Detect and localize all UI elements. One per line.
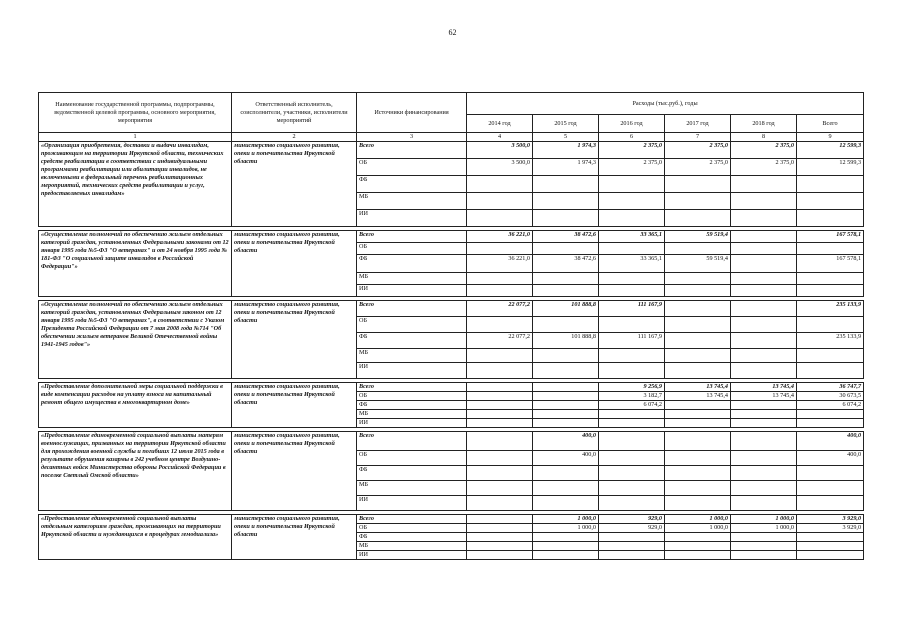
header-year: 2016 год	[599, 115, 665, 133]
year-value	[533, 392, 599, 401]
year-value	[731, 432, 797, 451]
year-value	[533, 210, 599, 227]
year-value	[533, 481, 599, 496]
year-value: 59 519,4	[665, 231, 731, 243]
year-value	[533, 410, 599, 419]
funding-source: ОБ	[357, 451, 467, 466]
year-value	[467, 524, 533, 533]
total-value	[797, 481, 864, 496]
year-value	[467, 193, 533, 210]
year-value	[533, 193, 599, 210]
measure-name: «Осуществление полномочий по обеспечению жильем отдельных категорий граждан, установленных Федеральными законами от 12 января 1995 года №5-ФЗ "О ветеранах" и от 24 ноября 1995 года № 181-ФЗ "О социальной защите инвалидов в Российской Федерации"»	[39, 231, 232, 297]
year-value	[731, 273, 797, 285]
year-value	[533, 349, 599, 363]
year-value	[731, 542, 797, 551]
year-value	[731, 231, 797, 243]
funding-source: МБ	[357, 349, 467, 363]
year-value	[599, 496, 665, 511]
year-value: 36 221,0	[467, 255, 533, 273]
year-value: 6 074,2	[599, 401, 665, 410]
year-value	[599, 193, 665, 210]
total-value	[797, 542, 864, 551]
year-value: 400,0	[533, 451, 599, 466]
year-value: 2 375,0	[731, 142, 797, 159]
year-value	[665, 285, 731, 297]
table-row	[39, 301, 864, 317]
year-value	[467, 401, 533, 410]
year-value	[731, 533, 797, 542]
total-value	[797, 273, 864, 285]
year-value: 101 888,8	[533, 301, 599, 317]
year-value	[599, 176, 665, 193]
year-value	[665, 542, 731, 551]
total-value: 30 673,5	[797, 392, 864, 401]
total-value	[797, 363, 864, 379]
year-value	[467, 466, 533, 481]
year-value	[467, 481, 533, 496]
year-value	[599, 349, 665, 363]
total-value	[797, 533, 864, 542]
total-value	[797, 349, 864, 363]
header-total: Всего	[797, 115, 864, 133]
year-value	[665, 533, 731, 542]
measure-name: «Предоставление единовременной социальной выплаты отдельным категориям граждан, проживающих на территории Иркутской области и нуждающихся в процедурах гемодиализа»	[39, 515, 232, 560]
year-value: 111 167,9	[599, 301, 665, 317]
year-value	[533, 317, 599, 333]
year-value: 101 888,8	[533, 333, 599, 349]
table-row	[39, 515, 864, 524]
year-value	[533, 176, 599, 193]
year-value: 2 375,0	[599, 142, 665, 159]
funding-source: ИИ	[357, 496, 467, 511]
year-value	[467, 317, 533, 333]
year-value	[665, 210, 731, 227]
column-number: 8	[731, 133, 797, 142]
total-value: 400,0	[797, 432, 864, 451]
year-value: 1 000,0	[731, 515, 797, 524]
year-value: 929,0	[599, 524, 665, 533]
year-value	[533, 363, 599, 379]
year-value	[467, 432, 533, 451]
year-value	[599, 481, 665, 496]
year-value	[467, 496, 533, 511]
year-value	[665, 333, 731, 349]
total-value	[797, 176, 864, 193]
year-value	[665, 243, 731, 255]
year-value: 13 745,4	[731, 383, 797, 392]
column-number: 1	[39, 133, 232, 142]
year-value	[731, 410, 797, 419]
funding-source: ИИ	[357, 419, 467, 428]
table-row	[39, 383, 864, 392]
page-number: 62	[448, 28, 457, 37]
year-value	[599, 551, 665, 560]
funding-source: ФБ	[357, 333, 467, 349]
year-value: 38 472,6	[533, 255, 599, 273]
funding-source: ОБ	[357, 524, 467, 533]
year-value	[731, 210, 797, 227]
year-value: 36 221,0	[467, 231, 533, 243]
total-value: 12 599,3	[797, 142, 864, 159]
funding-source: ОБ	[357, 317, 467, 333]
funding-source: Всего	[357, 301, 467, 317]
year-value	[467, 410, 533, 419]
total-value	[797, 210, 864, 227]
year-value	[467, 176, 533, 193]
total-value: 167 578,1	[797, 231, 864, 243]
year-value	[599, 451, 665, 466]
year-value	[731, 551, 797, 560]
year-value	[533, 273, 599, 285]
year-value	[467, 210, 533, 227]
table-row	[39, 231, 864, 243]
year-value: 33 365,1	[599, 255, 665, 273]
year-value	[731, 419, 797, 428]
year-value	[599, 466, 665, 481]
column-number: 7	[665, 133, 731, 142]
funding-source: ИИ	[357, 285, 467, 297]
total-value: 3 929,0	[797, 515, 864, 524]
header-year: 2017 год	[665, 115, 731, 133]
year-value: 2 375,0	[599, 159, 665, 176]
year-value: 59 519,4	[665, 255, 731, 273]
year-value	[467, 285, 533, 297]
total-value: 400,0	[797, 451, 864, 466]
column-numbers-row	[39, 133, 864, 142]
year-value	[599, 210, 665, 227]
year-value	[599, 533, 665, 542]
funding-source: МБ	[357, 410, 467, 419]
measure-executor: министерство социального развития, опеки и попечительства Иркутской области	[232, 301, 357, 379]
year-value	[665, 419, 731, 428]
funding-source: ФБ	[357, 176, 467, 193]
column-number: 6	[599, 133, 665, 142]
measure-name: «Осуществление полномочий по обеспечению жильем отдельных категорий граждан, установленных Федеральным законом от 12 января 1995 года №5-ФЗ "О ветеранах", в соответствии с Указом Президента Российской Федерации от 7 мая 2008 года №714 "Об обеспечении жильем ветеранов Великой Отечественной войны 1941-1945 годов"»	[39, 301, 232, 379]
year-value	[533, 533, 599, 542]
year-value	[467, 551, 533, 560]
year-value	[533, 243, 599, 255]
year-value: 1 974,3	[533, 159, 599, 176]
total-value	[797, 419, 864, 428]
year-value	[533, 419, 599, 428]
header-year: 2018 год	[731, 115, 797, 133]
funding-source: МБ	[357, 273, 467, 285]
measure-executor: министерство социального развития, опеки и попечительства Иркутской области	[232, 383, 357, 428]
funding-source: ФБ	[357, 401, 467, 410]
total-value	[797, 496, 864, 511]
measure-executor: министерство социального развития, опеки и попечительства Иркутской области	[232, 515, 357, 560]
year-value	[665, 273, 731, 285]
total-value	[797, 285, 864, 297]
funding-source: Всего	[357, 383, 467, 392]
funding-source: Всего	[357, 142, 467, 159]
funding-source: ИИ	[357, 210, 467, 227]
total-value	[797, 466, 864, 481]
year-value: 3 500,0	[467, 159, 533, 176]
funding-source: Всего	[357, 231, 467, 243]
header-name: Наименование государственной программы, подпрограммы, ведомственной целевой программы, основного мероприятия, мероприятия	[39, 93, 232, 133]
year-value: 13 745,4	[665, 383, 731, 392]
funding-source: ФБ	[357, 533, 467, 542]
year-value	[731, 401, 797, 410]
total-value: 6 074,2	[797, 401, 864, 410]
year-value	[467, 392, 533, 401]
year-value	[731, 363, 797, 379]
header-year: 2015 год	[533, 115, 599, 133]
column-number: 5	[533, 133, 599, 142]
funding-source: ФБ	[357, 255, 467, 273]
funding-source: МБ	[357, 193, 467, 210]
year-value: 111 167,9	[599, 333, 665, 349]
year-value: 3 182,7	[599, 392, 665, 401]
year-value	[599, 243, 665, 255]
table-row	[39, 142, 864, 159]
funding-source: ИИ	[357, 551, 467, 560]
year-value: 22 077,2	[467, 333, 533, 349]
header-executor: Ответственный исполнитель, соисполнители, участники, исполнители мероприятий	[232, 93, 357, 133]
total-value: 235 133,9	[797, 301, 864, 317]
year-value: 1 000,0	[533, 524, 599, 533]
column-number: 9	[797, 133, 864, 142]
funding-source: ФБ	[357, 466, 467, 481]
year-value: 1 000,0	[533, 515, 599, 524]
year-value	[533, 285, 599, 297]
year-value	[467, 419, 533, 428]
year-value	[731, 176, 797, 193]
year-value	[665, 410, 731, 419]
year-value	[665, 176, 731, 193]
year-value	[665, 349, 731, 363]
year-value	[665, 432, 731, 451]
funding-source: МБ	[357, 542, 467, 551]
year-value	[533, 542, 599, 551]
total-value	[797, 243, 864, 255]
year-value: 13 745,4	[665, 392, 731, 401]
funding-source: ИИ	[357, 363, 467, 379]
measure-executor: министерство социального развития, опеки и попечительства Иркутской области	[232, 142, 357, 227]
year-value	[599, 363, 665, 379]
column-number: 2	[232, 133, 357, 142]
year-value	[665, 451, 731, 466]
year-value	[599, 542, 665, 551]
total-value	[797, 551, 864, 560]
funding-source: Всего	[357, 515, 467, 524]
year-value: 929,0	[599, 515, 665, 524]
funding-source: ОБ	[357, 243, 467, 255]
year-value	[467, 451, 533, 466]
table-row	[39, 432, 864, 451]
year-value	[599, 419, 665, 428]
year-value	[731, 193, 797, 210]
header-source: Источники финансирования	[357, 93, 467, 133]
year-value	[533, 401, 599, 410]
year-value	[665, 466, 731, 481]
year-value	[665, 481, 731, 496]
total-value: 36 747,7	[797, 383, 864, 392]
year-value: 9 256,9	[599, 383, 665, 392]
measure-name: «Предоставление дополнительной меры социальной поддержки в виде компенсации расходов на уплату взноса на капитальный ремонт общего имущества в многоквартирном доме»	[39, 383, 232, 428]
year-value	[731, 255, 797, 273]
total-value: 12 599,3	[797, 159, 864, 176]
year-value	[533, 551, 599, 560]
funding-source: ОБ	[357, 159, 467, 176]
budget-table	[38, 92, 864, 560]
header-year: 2014 год	[467, 115, 533, 133]
year-value	[467, 349, 533, 363]
year-value	[665, 317, 731, 333]
year-value	[665, 551, 731, 560]
measure-executor: министерство социального развития, опеки и попечительства Иркутской области	[232, 432, 357, 511]
year-value	[467, 515, 533, 524]
year-value	[731, 317, 797, 333]
year-value	[731, 451, 797, 466]
year-value	[467, 542, 533, 551]
funding-source: Всего	[357, 432, 467, 451]
column-number: 3	[357, 133, 467, 142]
year-value	[665, 193, 731, 210]
year-value	[665, 301, 731, 317]
year-value	[731, 301, 797, 317]
year-value	[467, 363, 533, 379]
year-value	[467, 533, 533, 542]
measure-name: «Организация приобретения, доставки и выдачи инвалидам, проживающим на территории Иркутской области, технических средств реабилитации в соответствии с индивидуальными программами реабилитации или абилитации инвалидов, не включенными в федеральный перечень реабилитационных мероприятий, технических средств реабилитации и услуг, предоставляемых инвалидам»	[39, 142, 232, 227]
year-value: 13 745,4	[731, 392, 797, 401]
year-value: 1 000,0	[665, 515, 731, 524]
year-value: 2 375,0	[731, 159, 797, 176]
year-value	[731, 496, 797, 511]
year-value: 1 000,0	[665, 524, 731, 533]
total-value: 167 578,1	[797, 255, 864, 273]
funding-source: МБ	[357, 481, 467, 496]
table-body	[39, 142, 864, 560]
year-value	[731, 481, 797, 496]
year-value	[731, 466, 797, 481]
year-value: 33 365,1	[599, 231, 665, 243]
year-value: 400,0	[533, 432, 599, 451]
year-value: 1 000,0	[731, 524, 797, 533]
year-value	[665, 363, 731, 379]
year-value	[467, 243, 533, 255]
header-expenses: Расходы (тыс.руб.), годы	[467, 93, 864, 115]
year-value: 2 375,0	[665, 142, 731, 159]
year-value	[599, 410, 665, 419]
total-value	[797, 410, 864, 419]
year-value: 1 974,3	[533, 142, 599, 159]
column-number: 4	[467, 133, 533, 142]
year-value	[467, 273, 533, 285]
measure-executor: министерство социального развития, опеки и попечительства Иркутской области	[232, 231, 357, 297]
total-value: 3 929,0	[797, 524, 864, 533]
year-value	[731, 349, 797, 363]
year-value	[731, 243, 797, 255]
year-value	[599, 273, 665, 285]
year-value	[533, 383, 599, 392]
year-value	[665, 496, 731, 511]
total-value	[797, 193, 864, 210]
year-value: 38 472,6	[533, 231, 599, 243]
total-value	[797, 317, 864, 333]
year-value	[665, 401, 731, 410]
year-value	[731, 333, 797, 349]
measure-name: «Предоставление единовременной социальной выплаты матерям военнослужащих, призванных на территории Иркутской области для прохождения военной службы и погибших 12 июля 2015 года в результате обрушения казармы в 242 учебном центре Воздушно-десантных войск Министерства обороны Российской Федерации в поселке Светлый Омской области»	[39, 432, 232, 511]
year-value	[467, 383, 533, 392]
funding-source: ОБ	[357, 392, 467, 401]
year-value	[599, 432, 665, 451]
year-value: 3 500,0	[467, 142, 533, 159]
year-value	[731, 285, 797, 297]
total-value: 235 133,9	[797, 333, 864, 349]
year-value: 2 375,0	[665, 159, 731, 176]
year-value	[599, 285, 665, 297]
year-value: 22 077,2	[467, 301, 533, 317]
year-value	[533, 466, 599, 481]
year-value	[533, 496, 599, 511]
year-value	[599, 317, 665, 333]
